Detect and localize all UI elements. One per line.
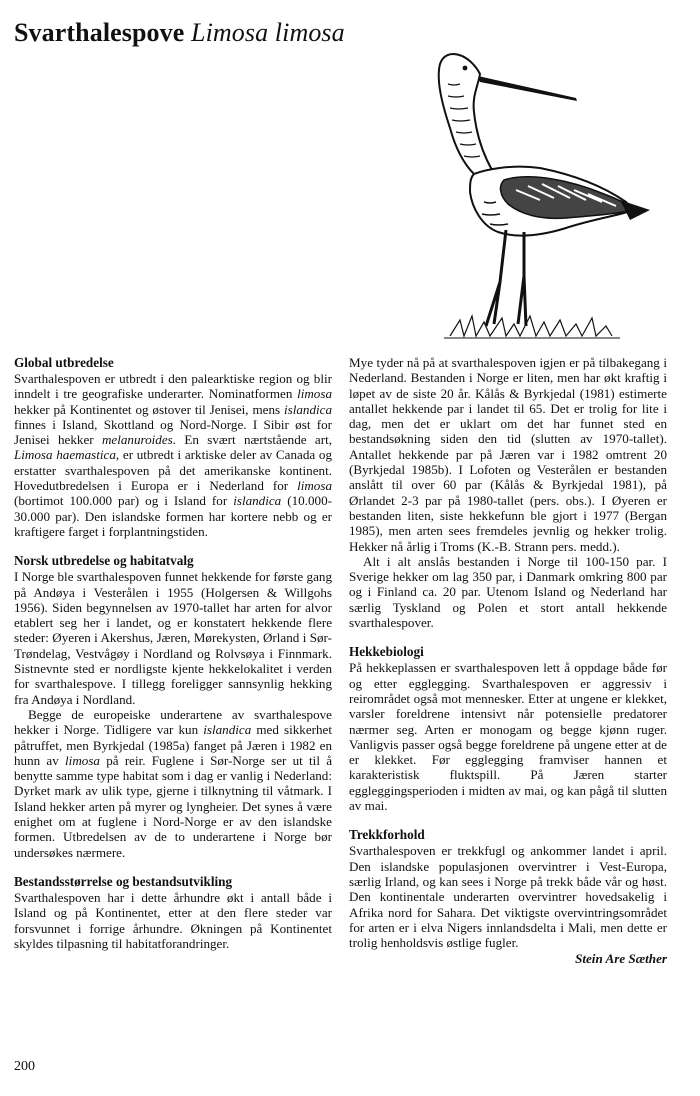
paragraph: På hekkeplassen er svarthalespoven lett å oppdage både før og etter egglegging. Svarthalespoven er aggressiv i reirområdet også mot mennesker. Etter at ungene er klekket, varsler foreldrene intensivt når potensielle predatorer nærmer seg. Arten er monogam og begge kjønn ruger. Vanligvis passer også begge foreldrene på ungene etter at de er klekket. Før egglegging framviser hannen et karakteristisk fluktspill. På Jæren starter eggleggingsperioden i midten av mai, og kan pågå til slutten av mai. [349,660,667,814]
page-title [14,18,345,48]
section-breeding-biology [349,644,667,813]
author-signature: Stein Are Sæther [575,951,667,967]
paragraph: Alt i alt anslås bestanden i Norge til 100-150 par. I Sverige hekker om lag 350 par, i Danmark omkring 800 par og i Finland ca. 20 par. Utenom Island og Nederland har særlig Tyskland og Polen et stort antall hekkende svarthalespover. [349,553,667,631]
section-heading: Trekkforhold [349,827,425,843]
section-norway-distribution [14,553,332,860]
page-number: 200 [14,1059,35,1074]
black-tailed-godwit-drawing-icon [420,24,670,344]
paragraph: Begge de europeiske underartene av svarthalespove hekker i Norge. Tidligere var kun islandica med sikkerhet påtruffet, men Byrkjedal (1985a) fanget på Jæren i 1982 en hunn av limosa på reir. Fuglene i Sør-Norge ser ut til å benytte samme type habitat som i dag er vanlig i Nederland: Dyrket mark av ulik type, gjerne i tilknytning til våtmark. I Island hekker arten på myrer og lyngheier. Det synes å være enighet om at fuglene i Nord-Norge er av den islandske formen. Utbredelsen av de to underartene i Norge bør undersøkes nærmere. [14,706,333,860]
paragraph: Svarthalespoven er trekkfugl og ankommer landet i april. Den islandske populasjonen overvintrer i Vest-Europa, særlig Irland, og kan sees i Norge på trekk både vår og høst. Den kontinentale underarten overvintrer hovedsakelig i Afrika nord for Sahara. Det viktigste overvintringsområdet for arten er i elva Nigers innlandsdelta i Mali, men dette er trolig henholdsvis østlige fugler. [349,843,667,951]
section-population [14,874,332,951]
section-migration [349,827,667,966]
section-heading: Bestandsstørrelse og bestandsutvikling [14,873,233,889]
paragraph: I Norge ble svarthalespoven funnet hekkende for første gang på Andøya i Vesterålen i 1955 (Holgersen & Willgohs 1956). Siden begynnelsen av 1970-tallet har arten for alvor etablert seg her i landet, og er konstatert hekkende flere steder: Øyeren i Akershus, Jæren, Mørekysten, Ørland i Sør-Trøndelag, Vestvågøy i Nordland og Rolvsøya i Finnmark. Sistnevnte sted er nordligste kjente hekkelokalitet i verden for svarthalespove. I tillegg foreligger sannsynlig hekking fra Andøya i Nordland. [14,569,332,707]
right-column [349,355,667,981]
section-heading: Global utbredelse [14,355,114,370]
section-population-continued [349,355,667,630]
section-heading: Norsk utbredelse og habitatvalg [14,553,194,569]
species-common-name: Svarthalespove [14,18,185,47]
paragraph: Svarthalespoven er utbredt i den palearktiske region og blir inndelt i tre geografiske underarter. Nominatformen limosa hekker på Kontinentet og østover til Jenisei, mens islandica finnes i Island, Skottland og Nord-Norge. I Sibir øst for Jenisei hekker melanuroides. En svært nærtstående art, Limosa haemastica, er utbredt i arktiske deler av Canada og erstatter svarthalespoven på det amerikanske kontinent. Hovedutbredelsen i Europa er i Nederland for limosa (bortimot 100.000 par) og i Island for islandica (10.000-30.000 par). Den islandske formen har kortere nebb og er kraftigere farget i forplantningstiden. [14,371,332,539]
paragraph: Svarthalespoven har i dette århundre økt i antall både i Island og på Kontinentet, etter at den flere steder var forsvunnet i forrige århundre. Økningen på Kontinentet skyldes tilpasning til habitatforandringer. [14,889,332,951]
paragraph: Mye tyder nå på at svarthalespoven igjen er på tilbakegang i Nederland. Bestanden i Norge er liten, men har økt kraftig i løpet av de siste 20 år. Kålås & Byrkjedal (1981) estimerte antallet hekkende par i landet til 65. Det er trolig for lite i dag, men det er uklart om det har funnet sted en bestandsøkning siden den tid (slutten av 1970-tallet). Antallet hekkende par på Jæren var i 1982 omtrent 20 (Byrkjedal 1985b). I Lofoten og Vesterålen er bestanden anslått til over 60 par (Kålås & Byrkjedal 1981), på Ørlandet 2-3 par på 1980-tallet (pers. obs.). I Øyeren er bestanden liten, siste hekkefunn ble gjort i 1977 (Bergan 1985), men arten sees fremdeles jevnlig og hekker trolig. Hekker nå årlig i Troms (K.-B. Strann pers. medd.). [349,355,667,554]
species-latin-name: Limosa limosa [191,18,345,47]
left-column [14,355,332,965]
section-global-distribution [14,355,332,539]
section-heading: Hekkebiologi [349,644,424,660]
